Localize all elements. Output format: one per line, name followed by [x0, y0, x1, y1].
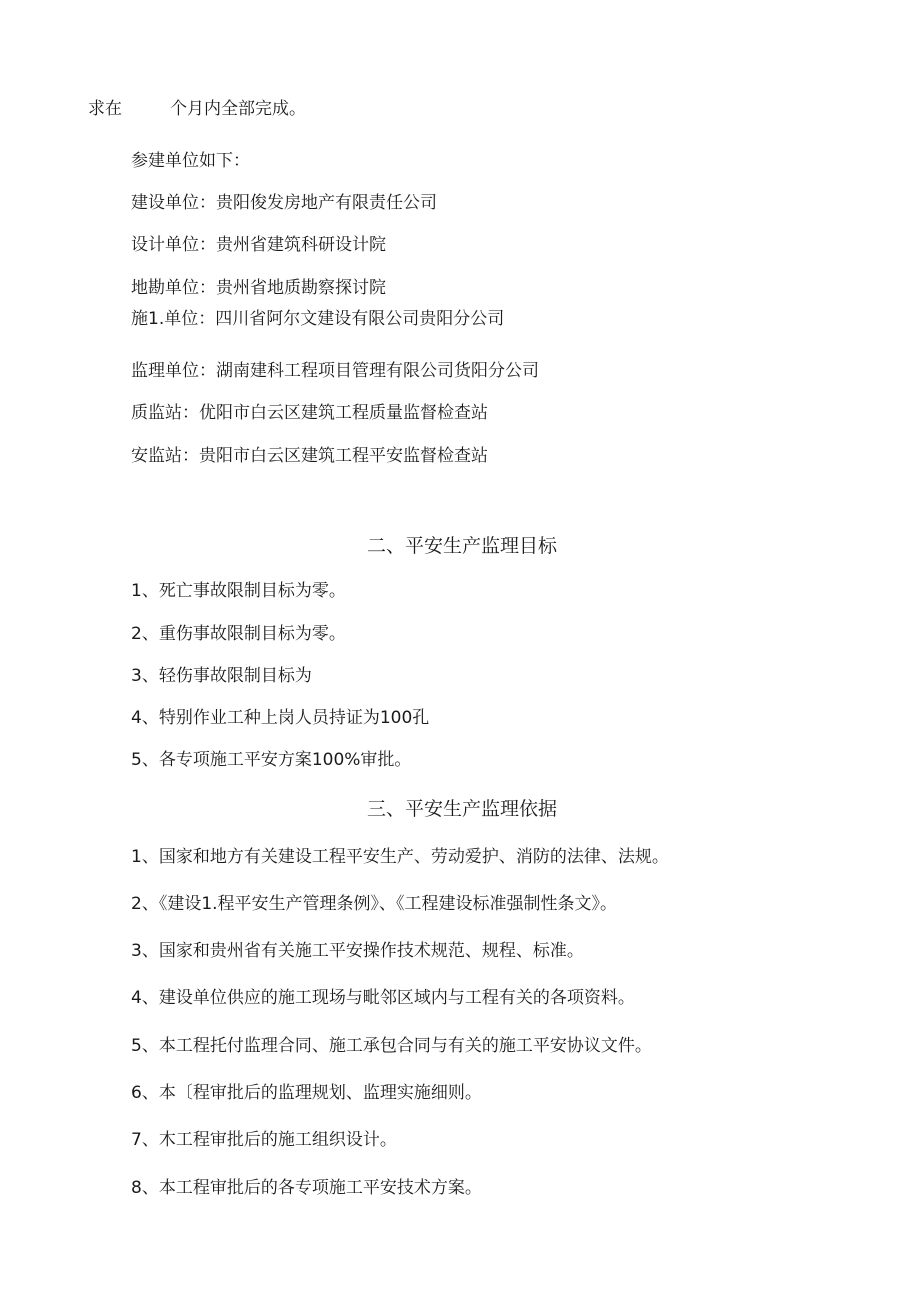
- participant-quality-station: 质监站：优阳市白云区建筑工程质量监督检查站: [131, 403, 488, 423]
- section2-title: 二、平安生产监理目标: [367, 535, 558, 557]
- section3-title: 三、平安生产监理依据: [367, 798, 558, 820]
- section3-item-2: 2、《建设1.程平安生产管理条例》、《工程建设标准强制性条文》。: [131, 894, 618, 914]
- participant-supervisor: 监理单位：湖南建科工程项目管理有限公司货阳分公司: [131, 361, 539, 381]
- section2-item-3: 3、轻伤事故限制目标为: [131, 666, 312, 686]
- intro-line: [88, 98, 306, 120]
- section2-item-2: 2、重伤事故限制目标为零。: [131, 624, 346, 644]
- section3-item-8: 8、本工程审批后的各专项施工平安技术方案。: [131, 1178, 482, 1198]
- intro-suffix: 个月内全部完成。: [170, 99, 306, 119]
- participant-contractor: 施1.单位：四川省阿尔文建设有限公司贵阳分公司: [131, 309, 505, 329]
- section3-item-7: 7、木工程审批后的施工组织设计。: [131, 1130, 397, 1150]
- section2-item-4: 4、特别作业工种上岗人员持证为100孔: [131, 708, 430, 728]
- participant-safety-station: 安监站：贵阳市白云区建筑工程平安监督检查站: [131, 446, 488, 466]
- participants-heading: 参建单位如下：: [131, 151, 250, 171]
- section3-item-3: 3、国家和贵州省有关施工平安操作技术规范、规程、标准。: [131, 941, 584, 961]
- intro-prefix: 求在: [88, 99, 122, 119]
- section2-item-1: 1、死亡事故限制目标为零。: [131, 581, 346, 601]
- section3-item-5: 5、本工程托付监理合同、施工承包合同与有关的施工平安协议文件。: [131, 1036, 652, 1056]
- participant-surveyor: 地勘单位：贵州省地质勘察探讨院: [131, 278, 386, 298]
- section3-item-4: 4、建设单位供应的施工现场与毗邻区域内与工程有关的各项资料。: [131, 988, 635, 1008]
- section3-item-6: 6、本〔程审批后的监理规划、监理实施细则。: [131, 1083, 482, 1103]
- section2-item-5: 5、各专项施工平安方案100%审批。: [131, 750, 412, 770]
- participant-owner: 建设单位：贵阳俊发房地产有限责任公司: [131, 193, 437, 213]
- participant-designer: 设计单位：贵州省建筑科研设计院: [131, 235, 386, 255]
- section3-item-1: 1、国家和地方有关建设工程平安生产、劳动爱护、消防的法律、法规。: [131, 847, 669, 867]
